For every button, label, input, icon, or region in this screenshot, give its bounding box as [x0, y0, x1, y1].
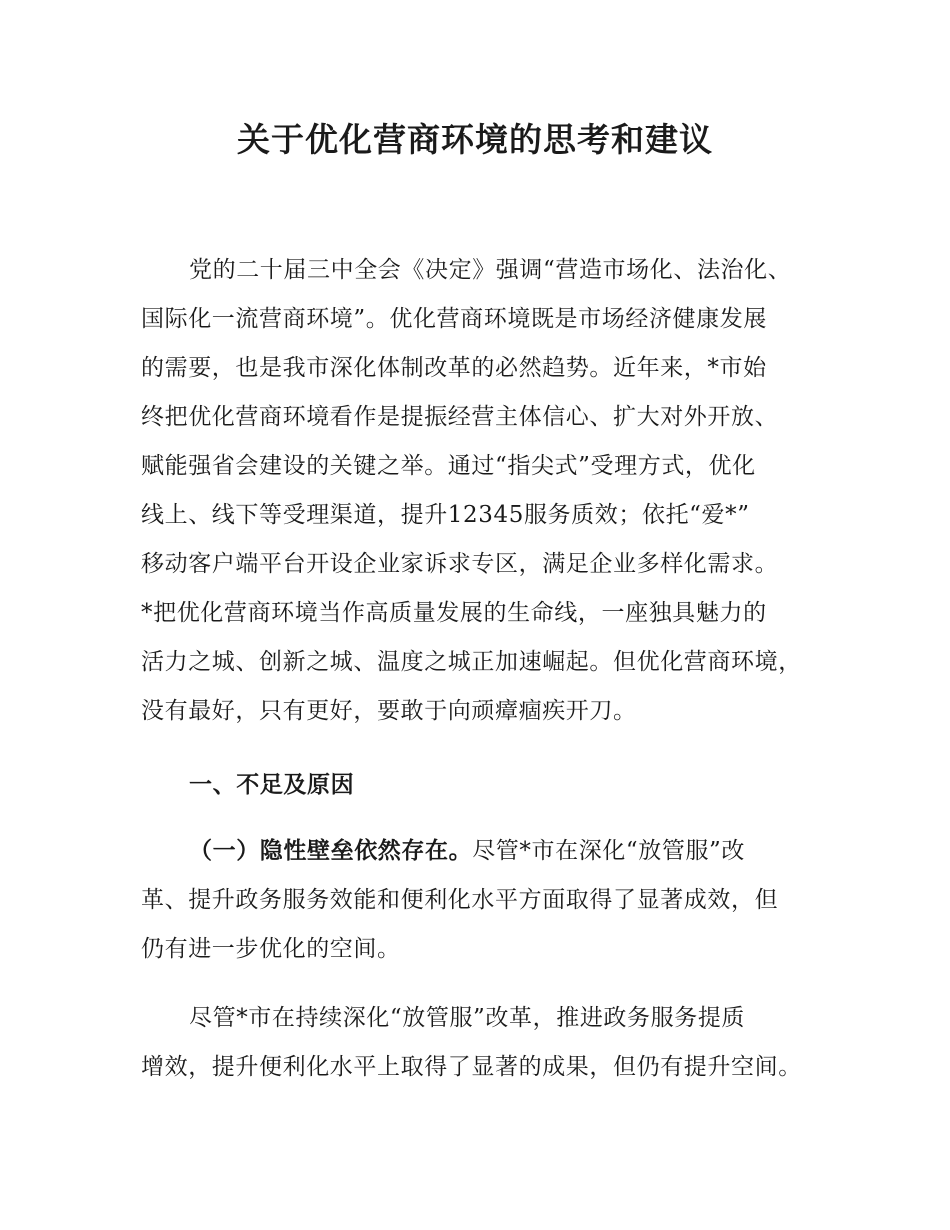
- paragraph-line: 终把优化营商环境看作是提振经营主体信心、扩大对外开放、: [141, 404, 779, 430]
- paragraph-line: 没有最好，只有更好，要敢于向顽瘴痼疾开刀。: [141, 698, 637, 724]
- paragraph-line: 国际化一流营商环境”。优化营商环境既是市场经济健康发展: [141, 306, 767, 332]
- paragraph-line: 革、提升政务服务效能和便利化水平方面取得了显著成效，但: [141, 887, 779, 913]
- section-heading: 一、不足及原因: [189, 772, 355, 798]
- paragraph-line: 移动客户端平台开设企业家诉求专区，满足企业多样化需求。: [141, 551, 779, 577]
- paragraph-line: 赋能强省会建设的关键之举。通过“指尖式”受理方式，优化: [141, 453, 756, 479]
- paragraph-line: 党的二十届三中全会《决定》强调“营造市场化、法治化、: [189, 257, 792, 283]
- subsection-heading: （一）隐性壁垒依然存在。: [189, 838, 473, 864]
- document-title: 关于优化营商环境的思考和建议: [237, 120, 713, 159]
- paragraph-line: 线上、线下等受理渠道，提升12345服务质效；依托“爱*”: [141, 502, 750, 528]
- paragraph-line: *把优化营商环境当作高质量发展的生命线，一座独具魅力的: [141, 600, 767, 626]
- paragraph-line: 的需要，也是我市深化体制改革的必然趋势。近年来，*市始: [141, 355, 767, 381]
- paragraph-first-line: [141, 827, 831, 876]
- paragraph-line-rest: 尽管*市在深化“放管服”改: [472, 838, 746, 864]
- intro-paragraph: [141, 246, 831, 736]
- paragraph-line: 活力之城、创新之城、温度之城正加速崛起。但优化营商环境，: [141, 649, 802, 675]
- body-paragraph: [141, 994, 831, 1092]
- subsection-paragraph: [141, 827, 831, 974]
- paragraph-line: 尽管*市在持续深化“放管服”改革，推进政务服务提质: [189, 1005, 746, 1031]
- paragraph-line: 增效，提升便利化水平上取得了显著的成果，但仍有提升空间。: [141, 1054, 802, 1080]
- paragraph-line: 仍有进一步优化的空间。: [141, 936, 401, 962]
